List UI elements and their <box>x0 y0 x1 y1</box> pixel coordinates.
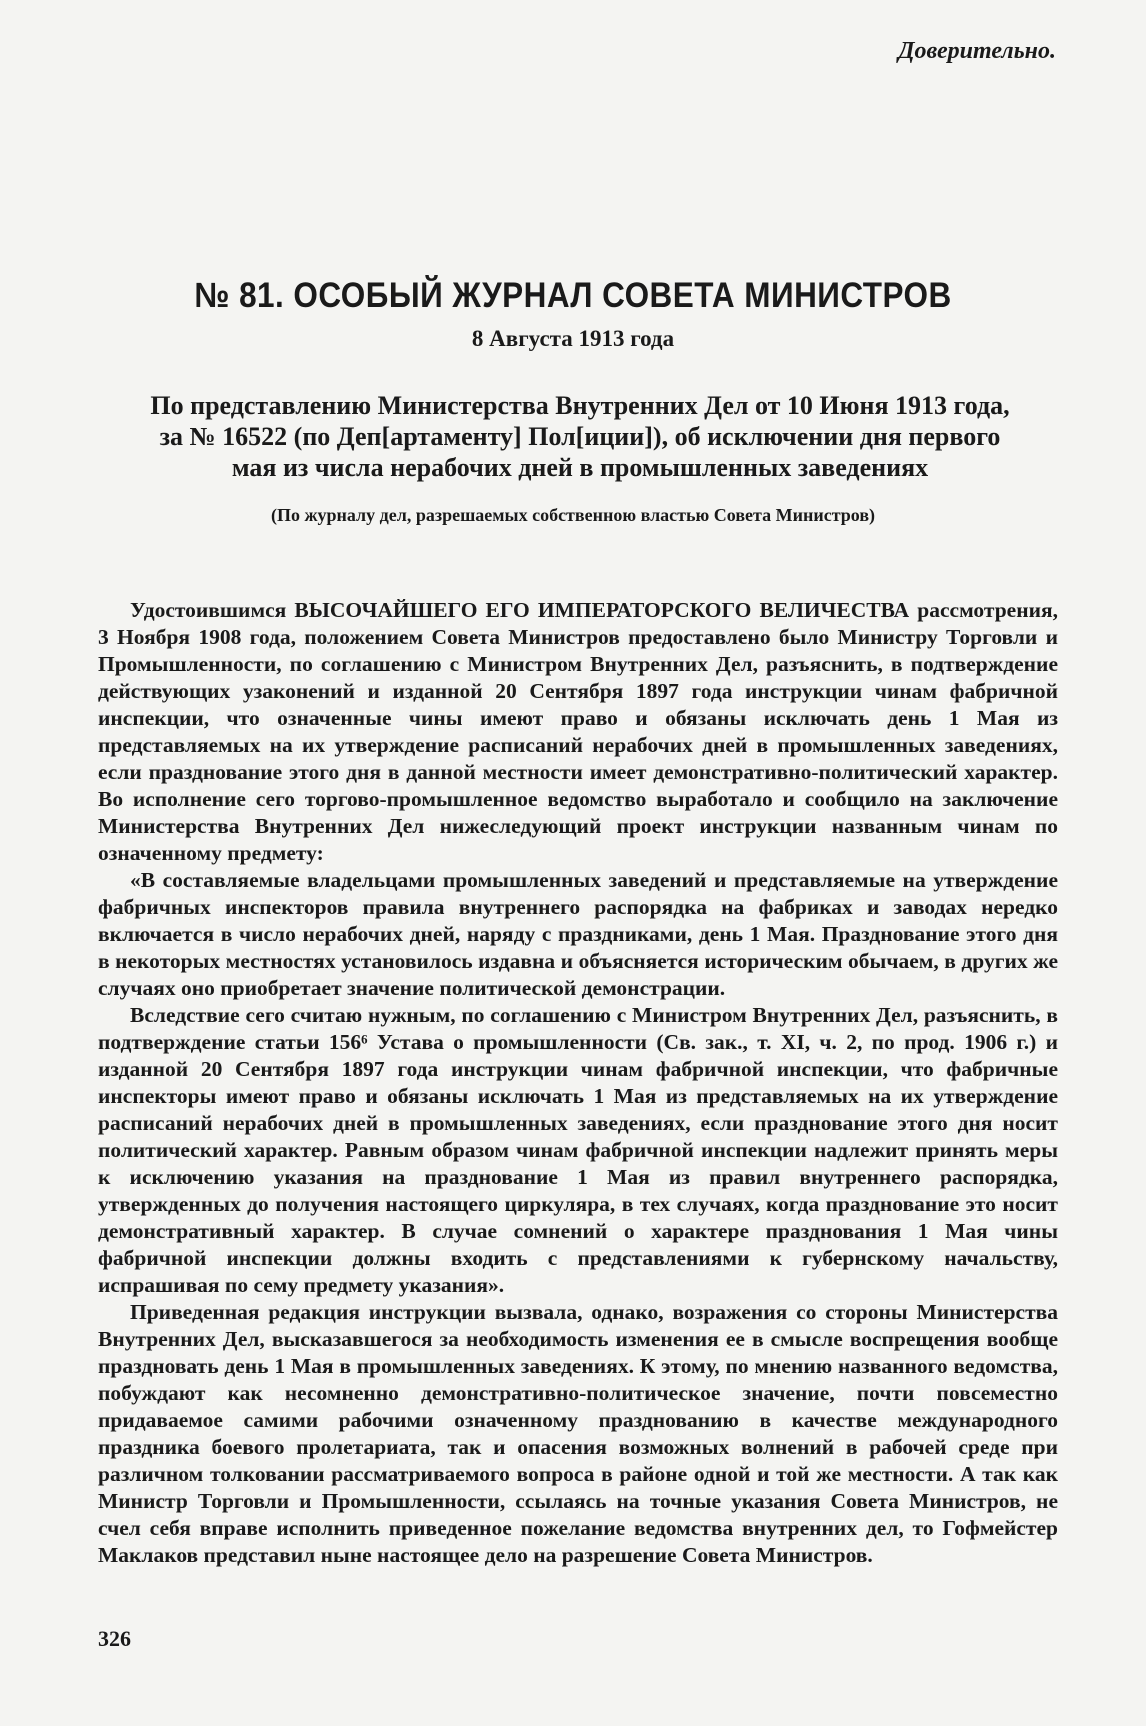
confidential-mark: Доверительно. <box>898 38 1056 64</box>
page-number: 326 <box>98 1626 131 1651</box>
body-paragraph: Вследствие сего считаю нужным, по соглашению с Министром Внутренних Дел, разъяснить, в подтверждение статьи 156⁶ Устава о промышленности (Св. зак., т. XI, ч. 2, по прод. 1906 г.) и изданной 20 Сентября 1897 года инструкции чинам фабричной инспекции, что фабричные инспекторы имеют право и обязаны исключать 1 Мая из представляемых на их утверждение расписаний нерабочих дней в промышленных заведениях, если празднование этого дня носит политический характер. Равным образом чинам фабричной инспекции надлежит принять меры к исключению указания на празднование 1 Мая из правил внутреннего распорядка, утвержденных до получения настоящего циркуляра, в тех случаях, когда празднование это носит демонстративный характер. В случае сомнений о характере празднования 1 Мая чины фабричной инспекции должны входить с представлениями к губернскому начальству, испрашивая по сему предмету указания». <box>98 1003 1058 1297</box>
body-paragraph: Удостоившимся ВЫСОЧАЙШЕГО ЕГО ИМПЕРАТОРСКОГО ВЕЛИЧЕСТВА рассмотрения, 3 Ноября 1908 года, положением Совета Министров предоставлено было Министру Торговли и Промышленности, по соглашению с Министром Внутренних Дел, разъяснить, в подтверждение действующих узаконений и изданной 20 Сентября 1897 года инструкции чинам фабричной инспекции, что означенные чины имеют право и обязаны исключать день 1 Мая из представляемых на их утверждение расписаний нерабочих дней в промышленных заведениях, если празднование этого дня в данной местности имеет демонстративно-политический характер. Во исполнение сего торгово-промышленное ведомство выработало и сообщило на заключение Министерства Внутренних Дел нижеследующий проект инструкции названным чинам по означенному предмету: <box>98 598 1058 865</box>
body-paragraph: «В составляемые владельцами промышленных заведений и представляемые на утверждение фабричных инспекторов правила внутреннего распорядка на фабриках и заводах нередко включается в число нерабочих дней, наряду с праздниками, день 1 Мая. Празднование этого дня в некоторых местностях установилось издавна и объясняется историческим обычаем, в других же случаях оно приобретает значение политической демонстрации. <box>98 868 1058 1000</box>
document-title: № 81. ОСОБЫЙ ЖУРНАЛ СОВЕТА МИНИСТРОВ <box>194 276 952 315</box>
document-subject: По представлению Министерства Внутренних Дел от 10 Июня 1913 года, за № 16522 (по Деп[артаменту] Пол[иции]), об исключении дня первого мая из числа нерабочих дней в промышленных заведениях <box>150 391 1010 482</box>
body-paragraph: Приведенная редакция инструкции вызвала, однако, возражения со стороны Министерства Внутренних Дел, высказавшегося за необходимость изменения ее в смысле воспрещения вообще праздновать день 1 Мая в промышленных заведениях. К этому, по мнению названного ведомства, побуждают как несомненно демонстративно-политическое значение, почти повсеместно придаваемое самими рабочими означенному празднованию в качестве международного праздника боевого пролетариата, так и опасения возможных волнений в рабочей среде при различном толковании рассматриваемого вопроса в районе одной и той же местности. А так как Министр Торговли и Промышленности, ссылаясь на точные указания Совета Министров, не счел себя вправе исполнить приведенное пожелание ведомства внутренних дел, то Гофмейстер Маклаков представил ныне настоящее дело на разрешение Совета Министров. <box>98 1300 1058 1567</box>
document-date: 8 Августа 1913 года <box>471 326 675 351</box>
document-body <box>98 597 1058 1569</box>
document-note: (По журналу дел, разрешаемых собственною властью Совета Министров) <box>270 505 876 525</box>
